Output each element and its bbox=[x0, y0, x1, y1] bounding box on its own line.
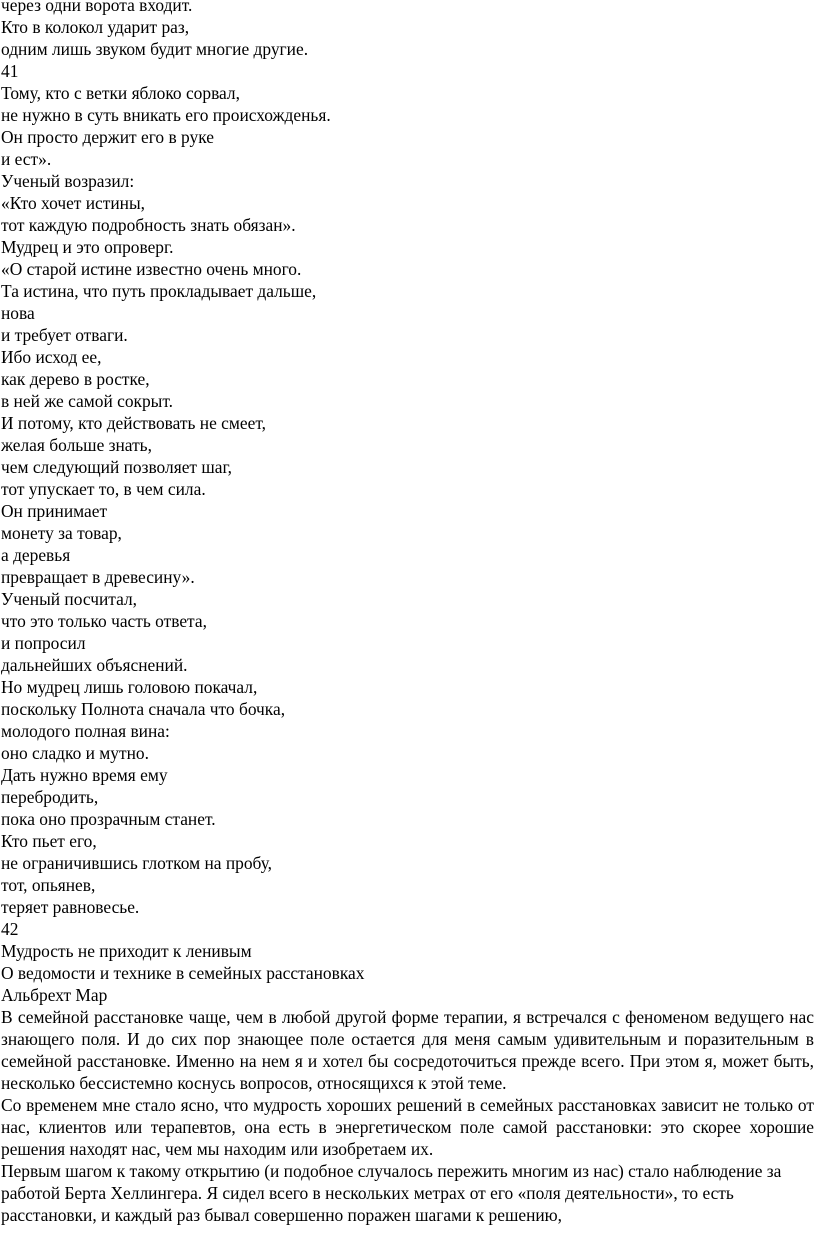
poem-block-2 bbox=[1, 82, 814, 918]
poem-line: не ограничившись глотком на пробу, bbox=[1, 853, 273, 873]
poem-line: чем следующий позволяет шаг, bbox=[1, 457, 232, 477]
poem-line: Тому, кто с ветки яблоко сорвал, bbox=[1, 83, 240, 103]
poem-line: и ест». bbox=[1, 149, 52, 169]
poem-line: тот каждую подробность знать обязан». bbox=[1, 215, 296, 235]
poem-line: Ученый посчитал, bbox=[1, 589, 137, 609]
poem-line: Мудрец и это опроверг. bbox=[1, 237, 174, 257]
poem-line: дальнейших объяснений. bbox=[1, 655, 188, 675]
poem-line: Дать нужно время ему bbox=[1, 765, 168, 785]
author-name: Альбрехт Мар bbox=[1, 985, 108, 1005]
poem-block-1 bbox=[1, 0, 814, 60]
poem-line: поскольку Полнота сначала что бочка, bbox=[1, 699, 286, 719]
body-paragraph: Первым шагом к такому открытию (и подобное случалось пережить многим из нас) стало наблюдение за работой Берта Хеллингера. Я сидел всего в нескольких метрах от его «поля деятельности», то есть расстановки, и каждый раз бывал совершенно поражен шагами к решению, bbox=[1, 1161, 782, 1225]
poem-line: И потому, кто действовать не смеет, bbox=[1, 413, 266, 433]
body-paragraph: Со временем мне стало ясно, что мудрость хороших решений в семейных расстановках зависит не только от нас, клиентов или терапевтов, она есть в энергетическом поле самой расстановки: это скорее хорошие решения находят нас, чем мы находим или изобретаем их. bbox=[1, 1095, 814, 1159]
page-number: 42 bbox=[1, 919, 19, 939]
poem-line: пока оно прозрачным станет. bbox=[1, 809, 216, 829]
poem-line: превращает в древесину». bbox=[1, 567, 195, 587]
poem-line: желая больше знать, bbox=[1, 435, 152, 455]
poem-line: Он просто держит его в руке bbox=[1, 127, 214, 147]
poem-line: не нужно в суть вникать его происхожденья. bbox=[1, 105, 331, 125]
poem-line: тот упускает то, в чем сила. bbox=[1, 479, 206, 499]
poem-line: теряет равновесье. bbox=[1, 897, 140, 917]
poem-line: перебродить, bbox=[1, 787, 99, 807]
poem-line: Кто пьет его, bbox=[1, 831, 97, 851]
poem-line: тот, опьянев, bbox=[1, 875, 96, 895]
chapter-subtitle: О ведомости и технике в семейных расстановках bbox=[1, 963, 365, 983]
poem-line: оно сладко и мутно. bbox=[1, 743, 149, 763]
poem-line: Та истина, что путь прокладывает дальше, bbox=[1, 281, 317, 301]
poem-line: «О старой истине известно очень много. bbox=[1, 259, 302, 279]
poem-line: Ученый возразил: bbox=[1, 171, 135, 191]
poem-line: а деревья bbox=[1, 545, 71, 565]
poem-line: нова bbox=[1, 303, 35, 323]
poem-line: Но мудрец лишь головою покачал, bbox=[1, 677, 258, 697]
poem-line: и попросил bbox=[1, 633, 86, 653]
poem-line: «Кто хочет истины, bbox=[1, 193, 146, 213]
page-number: 41 bbox=[1, 61, 19, 81]
body-paragraph: В семейной расстановке чаще, чем в любой другой форме терапии, я встречался с феноменом ведущего нас знающего поля. И до сих пор знающее поле остается для меня самым удивительным и поразительным в семейной расстановке. Именно на нем я и хотел бы сосредоточиться прежде всего. При этом я, может быть, несколько бессистемно коснусь вопросов, относящихся к этой теме. bbox=[1, 1007, 814, 1093]
poem-line: Кто в колокол ударит раз, bbox=[1, 17, 190, 37]
poem-line: как дерево в ростке, bbox=[1, 369, 150, 389]
poem-line: Он принимает bbox=[1, 501, 108, 521]
poem-line: Ибо исход ее, bbox=[1, 347, 102, 367]
chapter-title: Мудрость не приходит к ленивым bbox=[1, 941, 252, 961]
poem-line: монету за товар, bbox=[1, 523, 122, 543]
poem-line: в ней же самой сокрыт. bbox=[1, 391, 173, 411]
poem-line: молодого полная вина: bbox=[1, 721, 170, 741]
poem-line: через одни ворота входит. bbox=[1, 0, 193, 15]
poem-line: одним лишь звуком будит многие другие. bbox=[1, 39, 309, 59]
poem-line: и требует отваги. bbox=[1, 325, 128, 345]
poem-line: что это только часть ответа, bbox=[1, 611, 207, 631]
